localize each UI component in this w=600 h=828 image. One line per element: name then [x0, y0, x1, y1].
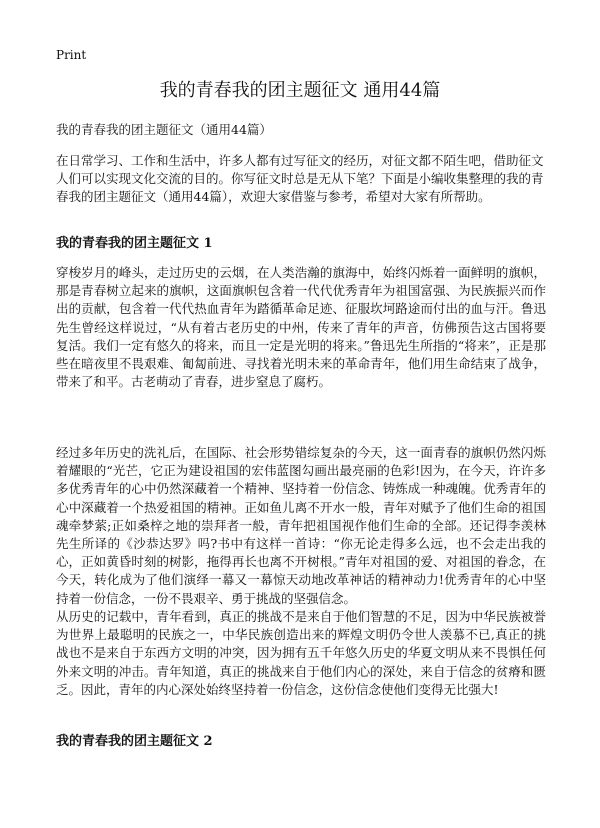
section-1-paragraph-1: 穿梭岁月的峰头，走过历史的云烟，在人类浩瀚的旗海中，始终闪烁着一面鲜明的旗帜，那是青春树立起来的旗帜，这面旗帜包含着一代代优秀青年为祖国富强、为民族振兴而作出的贡献，包含着一代代热血青年为踏循革命足迹、征服坎坷路途而付出的血与汗。鲁迅先生曾经这样说过，“从有着古老历史的中州，传来了青年的声音，仿佛预告这古国将要复活。我们一定有悠久的将来，而且一定是光明的将来。”鲁迅先生所指的“将来”，正是那些在暗夜里不畏艰难、匍匐前进、寻找着光明未来的革命青年，他们用生命结束了战争，带来了和平。古老萌动了青春，进步窒息了腐朽。	[56, 265, 546, 390]
section-1-paragraph-3: 从历史的记载中，青年看到，真正的挑战不是来自于他们智慧的不足，因为中华民族被誉为世界上最聪明的民族之一，中华民族创造出来的辉煌文明仍令世人羡慕不已,真正的挑战也不是来自于东西方文明的冲突，因为拥有五千年悠久历史的华夏文明从来不畏惧任何外来文明的冲击。青年知道，真正的挑战来自于他们内心的深处，来自于信念的贫瘠和匮乏。因此，青年的内心深处始终坚持着一份信念，这份信念使他们变得无比强大!	[56, 609, 546, 697]
document-subtitle: 我的青春我的团主题征文（通用44篇）	[56, 122, 272, 137]
section-heading-2: 我的青春我的团主题征文 2	[56, 734, 213, 749]
intro-paragraph: 在日常学习、工作和生活中，许多人都有过写征文的经历，对征文都不陌生吧，借助征文人们可以实现文化交流的目的。你写征文时总是无从下笔？下面是小编收集整理的我的青春我的团主题征文（通用44篇），欢迎大家借鉴与参考，希望对大家有所帮助。	[56, 153, 544, 204]
section-heading-1: 我的青春我的团主题征文 1	[56, 236, 213, 251]
print-label[interactable]: Print	[56, 48, 87, 62]
section-1-paragraph-2: 经过多年历史的洗礼后，在国际、社会形势错综复杂的今天，这一面青春的旗帜仍然闪烁着耀眼的“光芒，它正为建设祖国的宏伟蓝图勾画出最亮丽的色彩!因为，在今天，许许多多优秀青年的心中仍然深藏着一个精神、坚持着一份信念、铸炼成一种魂魄。优秀青年的心中深藏着一个热爱祖国的精神。正如鱼儿离不开水一般，青年对赋予了他们生命的祖国魂牵梦萦;正如桑梓之地的崇拜者一般，青年把祖国视作他们生命的全部。还记得李羡林先生所译的《沙恭达罗》吗?书中有这样一首诗：“你无论走得多么远，也不会走出我的心，正如黄昏时刻的树影，拖得再长也离不开树根。”青年对祖国的爱、对祖国的眷念，在今天，转化成为了他们演绎一幕又一幕惊天动地改革神话的精神动力!优秀青年的心中坚持着一份信念，一份不畏艰辛、勇于挑战的坚强信念。	[56, 445, 546, 606]
page-title: 我的青春我的团主题征文 通用44篇	[159, 80, 441, 101]
